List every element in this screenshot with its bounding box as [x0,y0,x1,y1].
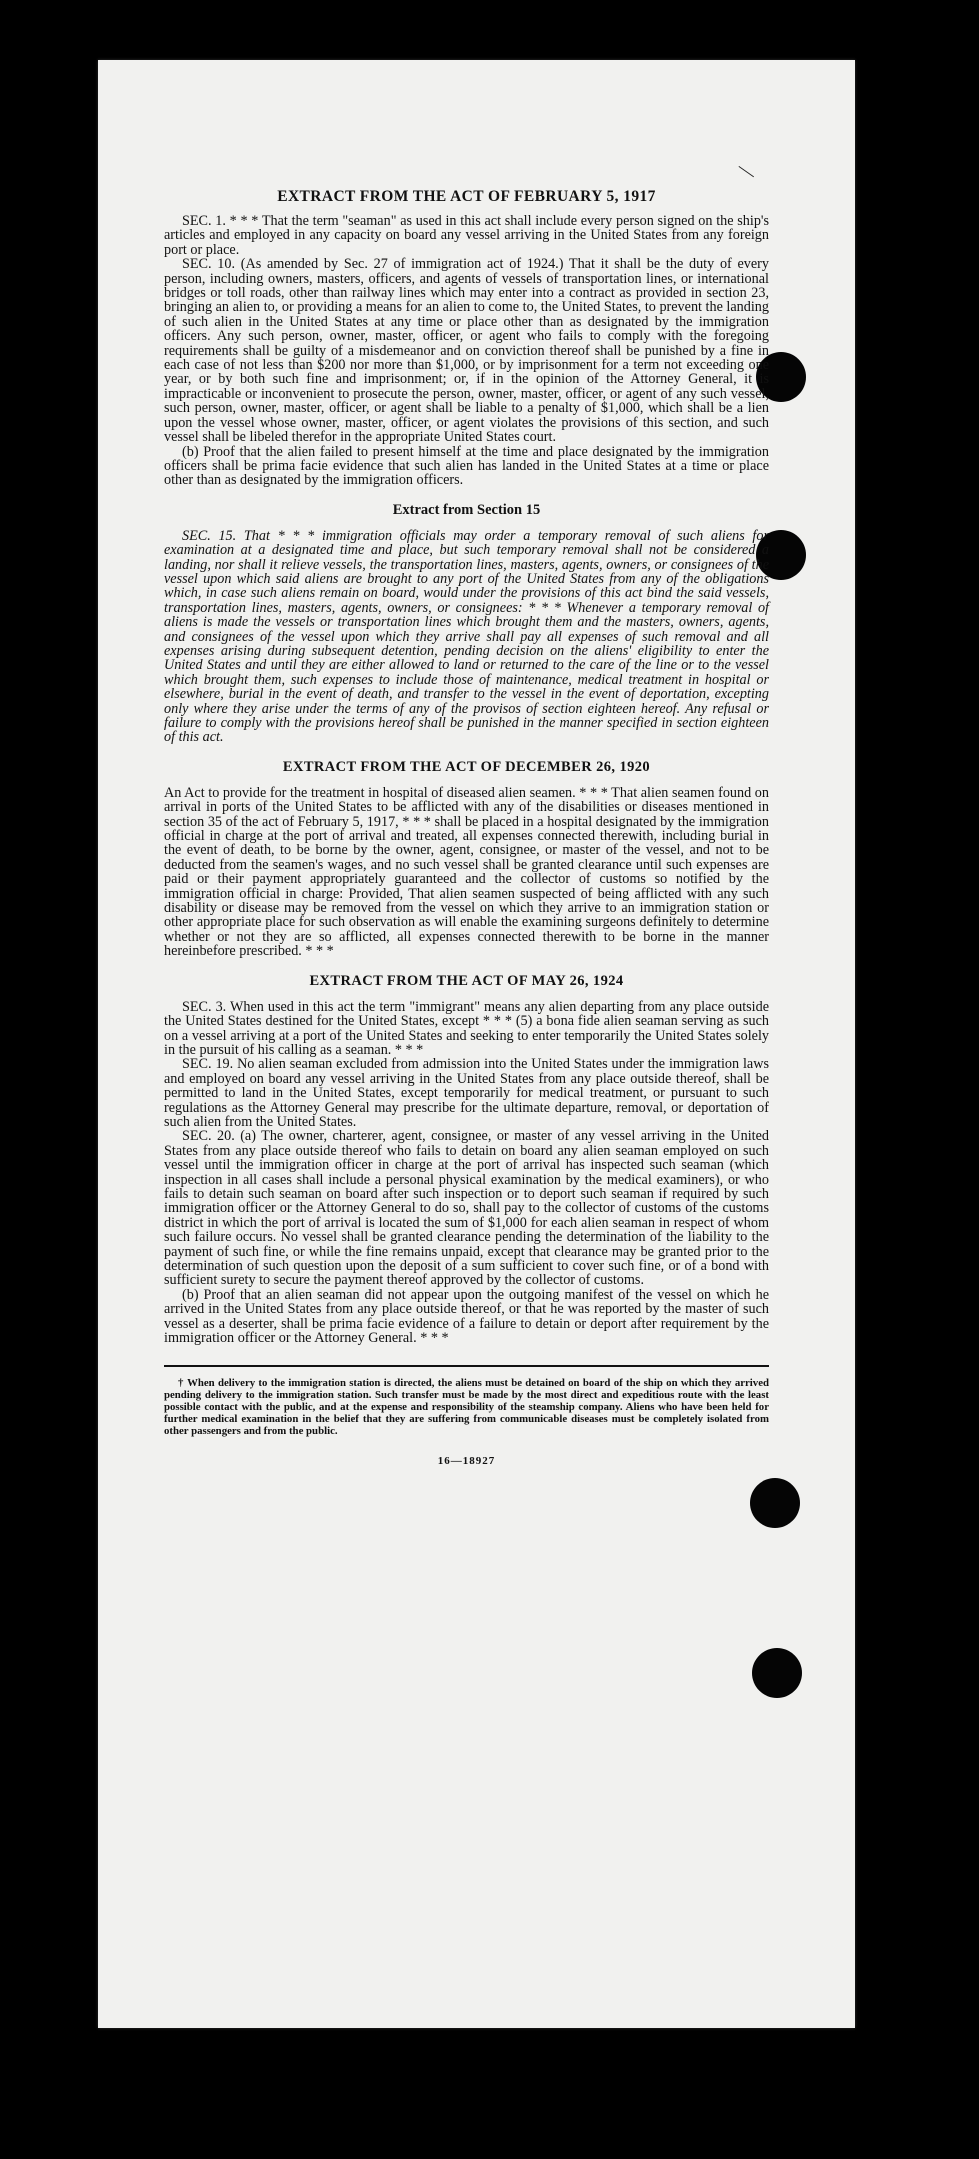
paragraph: An Act to provide for the treatment in hospital of diseased alien seamen. * * * That alien seamen found on arrival in ports of the United States to be afflicted with any of the disabilities or diseases mentioned in section 35 of the act of February 5, 1917, * * * shall be placed in a hospital designated by the immigration official in charge at the port of arrival and treated, all expenses connected therewith, including burial in the event of death, to be borne by the owner, agent, consignee, or master of the vessel, and not to be deducted from the seamen's wages, and no such vessel shall be granted clearance until such expenses are paid or their payment appropriately guaranteed and the collector of customs so notified by the immigration official in charge: Provided, That alien seamen suspected of being afflicted with any such disability or disease may be removed from the vessel on which they arrive to an immigration station or other appropriate place for such observation as will enable the examining surgeons definitely to determine whether or not they are so afflicted, all expenses connected therewith to be borne in the manner hereinbefore prescribed. * * * [164,784,769,960]
paragraph: SEC. 10. (As amended by Sec. 27 of immigration act of 1924.) That it shall be the duty of every person, including owners, masters, officers, and agents of vessels of transportation lines, or international bridges or toll roads, other than railway lines which may enter into a contract as provided in section 23, bringing an alien to, or providing a means for an alien to come to, the United States, to prevent the landing of such alien in the United States at any time or place other than as designated by the immigration officers. Any such person, owner, master, officer, or agent who fails to comply with the foregoing requirements shall be guilty of a misdemeanor and on conviction thereof shall be punished by a fine in each case of not less than $200 nor more than $1,000, or by imprisonment for a term not exceeding one year, or by both such fine and imprisonment; or, if in the opinion of the Attorney General, it is impracticable or inconvenient to prosecute the person, owner, master, officer, or agent of any such vessel, such person, owner, master, officer, or agent shall be liable to a penalty of $1,000, which shall be a lien upon the vessel whose owner, master, officer, or agent violates the provisions of this section, and such vessel shall be libeled therefor in the appropriate United States court. [164,256,769,446]
punch-hole [752,1648,802,1698]
paragraph: SEC. 1. * * * That the term "seaman" as used in this act shall include every person signed on the ship's articles and employed in any capacity on board any vessel arriving in the United States from any foreign port or place. [164,213,769,258]
section-heading: EXTRACT FROM THE ACT OF DECEMBER 26, 1920 [282,758,651,775]
footnote-divider [164,1365,769,1367]
paragraph: SEC. 3. When used in this act the term "immigrant" means any alien departing from any place outside the United States destined for the United States, except * * * (5) a bona fide alien seaman serving as such on a vessel arriving at a port of the United States and seeking to enter temporarily the United States solely in the pursuit of his calling as a seaman. * * * [164,998,769,1058]
paragraph: SEC. 19. No alien seaman excluded from admission into the United States under the immigration laws and employed on board any vessel arriving in the United States from any place outside thereof, shall be permitted to land in the United States, except temporarily for medical treatment, or pursuant to such regulations as the Attorney General may prescribe for the ultimate departure, removal, or deportation of such alien from the United States. [164,1056,769,1130]
punch-hole [750,1478,800,1528]
document-body [164,188,769,1467]
document-page [98,60,855,2028]
section-heading: EXTRACT FROM THE ACT OF FEBRUARY 5, 1917 [277,188,656,205]
section-heading: EXTRACT FROM THE ACT OF MAY 26, 1924 [309,972,624,989]
paragraph: (b) Proof that an alien seaman did not appear upon the outgoing manifest of the vessel on which he arrived in the United States from any place outside thereof, or that he was reported by the master of such vessel as a deserter, shall be prima facie evidence of a failure to detain or deport after requirement by the immigration officer or the Attorney General. * * * [164,1286,769,1347]
paragraph: SEC. 15. That * * * immigration officials may order a temporary removal of such aliens for examination at a designated time and place, but such temporary removal shall not be considered a landing, nor shall it relieve vessels, the transportation lines, masters, agents, owners, or consignees of the vessel upon which said aliens are brought to any port of the United States from any of the obligations which, in case such aliens remain on board, would under the provisions of this act bind the said vessels, transportation lines, masters, agents, owners, or consignees: * * * Whenever a temporary removal of aliens is made the vessels or transportation lines which brought them and the masters, owners, agents, and consignees of the vessel upon which they arrive shall pay all expenses of such removal and all expenses arising during subsequent detention, pending decision on the aliens' eligibility to enter the United States and until they are either allowed to land or returned to the care of the line or to the vessel which brought them, such expenses to include those of maintenance, medical treatment in hospital or elsewhere, burial in the event of death, and transfer to the vessel in the event of deportation, excepting only where they arise under the terms of any of the provisos of section eighteen hereof. Any refusal or failure to comply with the provisions hereof shall be punished in the manner specified in section eighteen of this act. [164,527,769,746]
section-heading: Extract from Section 15 [392,501,541,518]
corner-mark: ― [734,156,761,184]
paragraph: (b) Proof that the alien failed to present himself at the time and place designated by the immigration officers shall be prima facie evidence that such alien has landed in the United States at a time or place other than as designated by the immigration officers. [164,443,769,489]
page-number: 16—18927 [437,1455,496,1468]
footnote: † When delivery to the immigration station is directed, the aliens must be detained on board of the ship on which they arrived pending delivery to the immigration station. Such transfer must be made by the most direct and expeditious route with the least possible contact with the public, and at the expense and responsibility of the steamship company. Aliens who have been held for further medical examination in the belief that they are suffering from communicable diseases must be completely isolated from other passengers and from the public. [164,1377,769,1438]
paragraph: SEC. 20. (a) The owner, charterer, agent, consignee, or master of any vessel arriving in the United States from any place outside thereof who fails to detain on board any alien seaman employed on such vessel until the immigration officer in charge at the port of arrival has inspected such seaman (which inspection in all cases shall include a personal physical examination by the medical examiners), or who fails to detain such seaman on board after such inspection or to deport such seaman if required by such immigration officer or the Attorney General to do so, shall pay to the collector of customs of the customs district in which the port of arrival is located the sum of $1,000 for each alien seaman in respect of whom such failure occurs. No vessel shall be granted clearance pending the determination of the liability to the payment of such fine, or while the fine remains unpaid, except that clearance may be granted prior to the determination of such question upon the deposit of a sum sufficient to cover such fine, or of a bond with sufficient surety to secure the payment thereof approved by the collector of customs. [164,1128,769,1289]
